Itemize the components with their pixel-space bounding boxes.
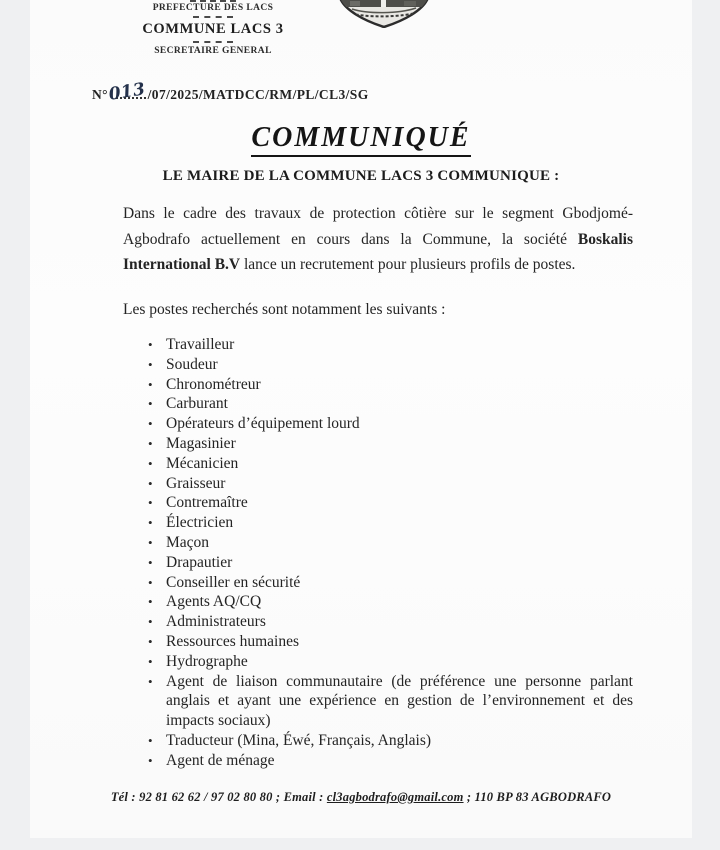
- footer-email: cl3agbodrafo@gmail.com: [326, 790, 464, 804]
- intro-text-after: lance un recrutement pour plusieurs profils de postes.: [240, 256, 576, 273]
- bullet-icon: •: [148, 574, 153, 590]
- list-item: [123, 672, 633, 731]
- bullet-icon: •: [148, 653, 153, 669]
- secretaire-general-label: SECRETAIRE GENERAL: [154, 46, 272, 56]
- bullet-icon: •: [148, 416, 153, 432]
- positions-list: [123, 335, 633, 771]
- position-label: Ressources humaines: [166, 632, 300, 650]
- bullet-icon: •: [148, 515, 153, 531]
- intro-text-before: Dans le cadre des travaux de protection côtière sur le segment Gbodjomé-Agbodrafo actuellement en cours dans la Commune, la société: [123, 205, 633, 248]
- list-item: [123, 751, 633, 771]
- footer-phones: Tél : 92 81 62 62 / 97 02 80 80 ; Email :: [110, 790, 327, 804]
- divider: [190, 0, 236, 2]
- position-label: Traducteur (Mina, Éwé, Français, Anglais): [166, 731, 432, 749]
- reference-number: [92, 79, 369, 105]
- bullet-icon: •: [148, 396, 153, 412]
- bullet-icon: •: [148, 614, 153, 630]
- divider: [193, 41, 233, 43]
- list-item: [123, 612, 633, 632]
- position-label: Hydrographe: [166, 652, 248, 670]
- position-label: Chronométreur: [166, 375, 261, 393]
- bullet-icon: •: [148, 495, 153, 511]
- commune-seal-icon: [338, 0, 430, 28]
- list-item: [123, 731, 633, 751]
- document-subtitle: LE MAIRE DE LA COMMUNE LACS 3 COMMUNIQUE :: [162, 168, 560, 184]
- bullet-icon: •: [148, 337, 153, 352]
- list-item: [123, 474, 633, 494]
- list-item: [123, 454, 633, 474]
- position-label: Drapautier: [166, 553, 233, 571]
- bullet-icon: •: [148, 534, 153, 550]
- bullet-icon: •: [148, 633, 153, 649]
- position-label: Agents AQ/CQ: [166, 593, 262, 611]
- bullet-icon: •: [148, 376, 153, 392]
- position-label: Électricien: [166, 514, 234, 532]
- list-item: [123, 355, 633, 375]
- position-label: Conseiller en sécurité: [166, 573, 301, 591]
- list-intro: Les postes recherchés sont notamment les suivants :: [123, 300, 446, 318]
- list-item: [123, 632, 633, 652]
- bullet-icon: •: [148, 435, 153, 451]
- commune-name: COMMUNE LACS 3: [142, 21, 284, 37]
- list-item: [123, 513, 633, 533]
- bullet-icon: •: [148, 594, 153, 610]
- list-item: [123, 414, 633, 434]
- bullet-icon: •: [148, 356, 153, 372]
- bullet-icon: •: [148, 475, 153, 491]
- footer-address: ; 110 BP 83 AGBODRAFO: [463, 790, 612, 804]
- position-label: Travailleur: [166, 336, 235, 353]
- bullet-icon: •: [148, 752, 153, 768]
- position-label: Agent de liaison communautaire (de préférence une personne parlant anglais et ayant une expérience en gestion de l’environnement et des impacts sociaux): [166, 672, 633, 730]
- list-item: [123, 592, 633, 612]
- position-label: Graisseur: [166, 474, 226, 492]
- list-item: [123, 652, 633, 672]
- list-item: [123, 573, 633, 593]
- bullet-icon: •: [148, 554, 153, 570]
- document-page: [30, 0, 692, 838]
- list-item: [123, 493, 633, 513]
- position-label: Magasinier: [166, 434, 236, 452]
- position-label: Contremaître: [166, 494, 248, 512]
- list-item: [123, 375, 633, 395]
- document-body: [123, 201, 633, 771]
- list-item: [123, 553, 633, 573]
- bullet-icon: •: [148, 732, 153, 748]
- list-item: [123, 394, 633, 414]
- company-name: Boskalis International B.V: [123, 230, 633, 273]
- handwritten-number: 013: [107, 79, 147, 105]
- reference-prefix: N°: [92, 87, 108, 102]
- position-label: Mécanicien: [166, 454, 239, 472]
- bullet-icon: •: [148, 673, 153, 689]
- bullet-icon: •: [148, 455, 153, 471]
- list-item: [123, 434, 633, 454]
- document-title: COMMUNIQUÉ: [30, 122, 692, 154]
- position-label: Opérateurs d’équipement lourd: [166, 415, 360, 433]
- intro-paragraph: [123, 201, 633, 278]
- position-label: Administrateurs: [166, 613, 266, 631]
- position-label: Maçon: [166, 533, 210, 551]
- reference-suffix: /07/2025/MATDCC/RM/PL/CL3/SG: [147, 87, 369, 102]
- position-label: Soudeur: [166, 355, 218, 373]
- position-label: Carburant: [166, 395, 228, 413]
- contact-footer: [30, 790, 692, 805]
- letterhead: [98, 0, 328, 56]
- position-label: Agent de ménage: [166, 751, 275, 769]
- prefecture-name: PREFECTURE DES LACS: [152, 3, 274, 13]
- divider: [193, 16, 233, 18]
- list-item: [123, 533, 633, 553]
- list-item: [123, 335, 633, 355]
